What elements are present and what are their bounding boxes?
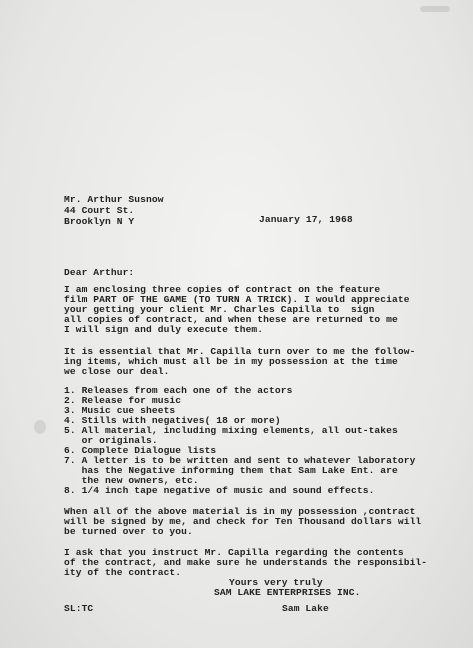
- letter-date: January 17, 1968: [259, 214, 353, 225]
- para4-line: I ask that you instruct Mr. Capilla regarding the contents: [64, 547, 404, 558]
- list-item: 7. A letter is to be written and sent to whatever laboratory: [64, 455, 416, 466]
- list-item: the new owners, etc.: [64, 475, 199, 486]
- closing: Yours very truly: [229, 577, 323, 588]
- para3-line: When all of the above material is in my possession ,contract: [64, 506, 416, 517]
- para1-line: your getting your client Mr. Charles Capilla to sign: [64, 304, 375, 315]
- para4-line: ity of the contract.: [64, 567, 182, 578]
- list-item: or originals.: [64, 435, 158, 446]
- para1-line: film PART OF THE GAME (TO TURN A TRICK). I would appreciate: [64, 294, 410, 305]
- para3-line: will be signed by me, and check for Ten Thousand dollars will: [64, 516, 422, 527]
- list-item: 2. Release for music: [64, 395, 182, 406]
- list-item: 6. Complete Dialogue lists: [64, 445, 217, 456]
- para1-line: all copies of contract, and when these are returned to me: [64, 314, 398, 325]
- ink-smudge: [34, 420, 46, 434]
- list-item: 3. Music cue sheets: [64, 405, 176, 416]
- company-name: SAM LAKE ENTERPRISES INC.: [214, 587, 361, 598]
- para2-line: It is essential that Mr. Capilla turn over to me the follow-: [64, 346, 416, 357]
- list-item: 1. Releases from each one of the actors: [64, 385, 293, 396]
- list-item: 8. 1/4 inch tape negative of music and sound effects.: [64, 485, 375, 496]
- para1-line: I will sign and duly execute them.: [64, 324, 264, 335]
- salutation: Dear Arthur:: [64, 267, 135, 278]
- para3-line: be turned over to you.: [64, 526, 193, 537]
- page-mark: [420, 6, 450, 12]
- typist-initials: SL:TC: [64, 603, 94, 614]
- list-item: 5. All material, including mixing elements, all out-takes: [64, 425, 398, 436]
- addressee-street: 44 Court St.: [64, 205, 135, 216]
- para2-line: we close our deal.: [64, 366, 170, 377]
- para2-line: ing items, which must all be in my possession at the time: [64, 356, 398, 367]
- para1-line: I am enclosing three copies of contract on the feature: [64, 284, 381, 295]
- para4-line: of the contract, and make sure he understands the responsibil-: [64, 557, 428, 568]
- addressee-name: Mr. Arthur Susnow: [64, 194, 164, 205]
- list-item: has the Negative informing them that Sam Lake Ent. are: [64, 465, 398, 476]
- addressee-city: Brooklyn N Y: [64, 216, 135, 227]
- signer-name: Sam Lake: [282, 603, 329, 614]
- list-item: 4. Stills with negatives( 18 or more): [64, 415, 281, 426]
